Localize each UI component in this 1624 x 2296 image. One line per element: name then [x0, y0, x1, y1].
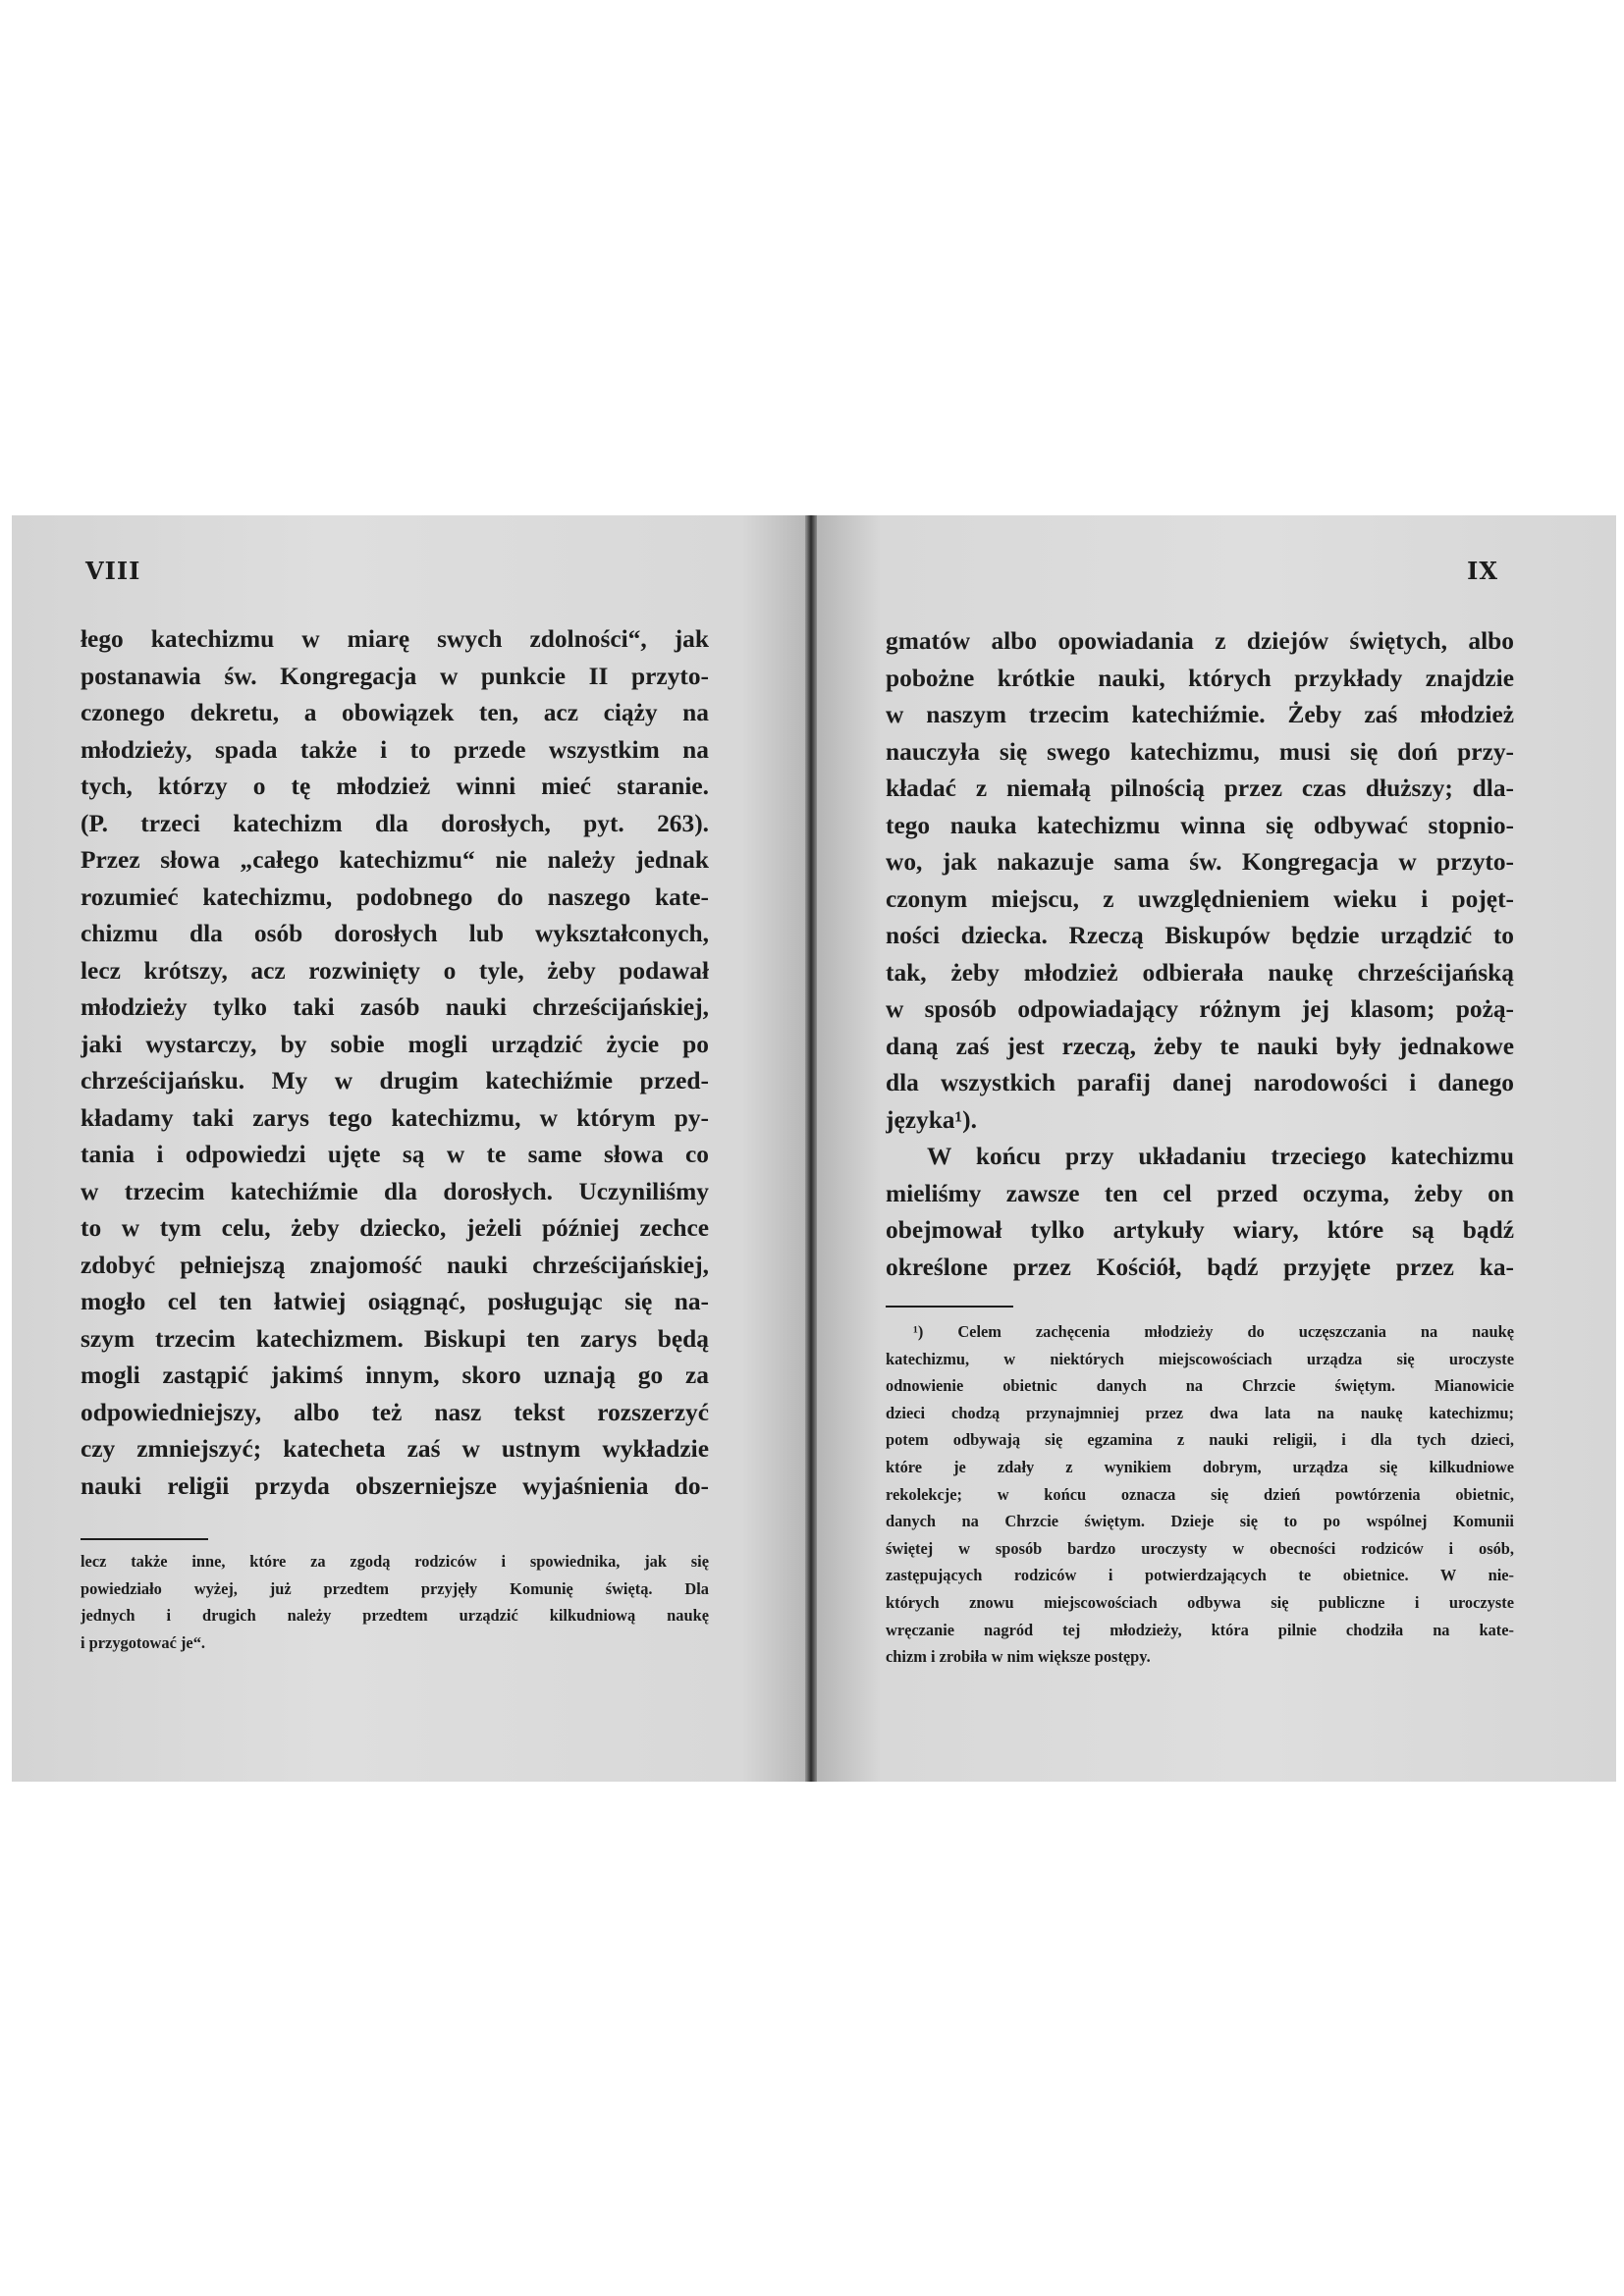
footnote [81, 1548, 709, 1656]
text-line: nauki religii przyda obszerniejsze wyjaśnienia do- [81, 1471, 709, 1500]
text-line: obejmował tylko artykuły wiary, które są bądź [886, 1216, 1514, 1244]
footnote-line: i przygotować je“. [81, 1632, 205, 1652]
footnote-line: wręczanie nagród tej młodzieży, która pilnie chodziła na kate- [886, 1620, 1514, 1639]
text-line: pobożne krótkie nauki, których przykłady znajdzie [886, 664, 1514, 692]
text-line: chrześcijańsku. My w drugim katechiźmie przed- [81, 1067, 709, 1095]
footnote-line: świętej w sposób bardzo uroczysty w obecności rodziców i osób, [886, 1538, 1514, 1558]
text-line: ności dziecka. Rzeczą Biskupów będzie urządzić to [886, 922, 1514, 949]
text-line: czonym miejscu, z uwzględnieniem wieku i pojęt- [886, 884, 1514, 913]
footnote [886, 1318, 1514, 1671]
body-text [886, 623, 1514, 1286]
text-line: młodzieży tylko taki zasób nauki chrześcijańskiej, [81, 993, 709, 1021]
text-line: czy zmniejszyć; katecheta zaś w ustnym wykładzie [81, 1435, 709, 1463]
text-line: Przez słowa „całego katechizmu“ nie należy jednak [81, 846, 709, 874]
text-line: łego katechizmu w miarę swych zdolności“, jak [81, 625, 709, 653]
footnote-line: ¹) Celem zachęcenia młodzieży do uczęszczania na naukę [913, 1322, 1514, 1341]
text-line: dla wszystkich parafij danej narodowości i danego [886, 1069, 1514, 1096]
text-line: postanawia św. Kongregacja w punkcie II przyto- [81, 662, 709, 690]
text-line: kładamy taki zarys tego katechizmu, w którym py- [81, 1103, 709, 1132]
text-line: nauczyła się swego katechizmu, musi się doń przy- [886, 737, 1514, 766]
footnote-line: odnowienie obietnic danych na Chrzcie świętym. Mianowicie [886, 1376, 1514, 1396]
text-line: w naszym trzecim katechiźmie. Żeby zaś młodzież [886, 701, 1514, 728]
footnote-line: których znowu miejscowościach odbywa się publiczne i uroczyste [886, 1592, 1514, 1612]
footnote-line: zastępujących rodziców i potwierdzających te obietnice. W nie- [886, 1566, 1514, 1585]
text-line: zdobyć pełniejszą znajomość nauki chrześcijańskiej, [81, 1251, 709, 1279]
text-line: mieliśmy zawsze ten cel przed oczyma, żeby on [886, 1179, 1514, 1207]
text-line: gmatów albo opowiadania z dziejów świętych, albo [886, 627, 1514, 655]
text-line: chizmu dla osób dorosłych lub wykształconych, [81, 920, 709, 947]
footnote-line: potem odbywają się egzamina z nauki religii, i dla tych dzieci, [886, 1430, 1514, 1450]
right-page [817, 515, 1616, 1782]
body-text [81, 621, 709, 1505]
footnote-line: katechizmu, w niektórych miejscowościach urządza się uroczyste [886, 1349, 1514, 1368]
page-number: VIII [85, 557, 141, 585]
footnote-line: danych na Chrzcie świętym. Dzieje się to po wspólnej Komunii [886, 1512, 1514, 1531]
footnote-line: lecz także inne, które za zgodą rodziców i spowiednika, jak się [81, 1552, 709, 1571]
text-line: w trzecim katechiźmie dla dorosłych. Uczyniliśmy [81, 1177, 709, 1205]
footnote-rule [81, 1538, 208, 1540]
text-line: języka¹). [886, 1105, 977, 1134]
text-line: tania i odpowiedzi ujęte są w te same słowa co [81, 1141, 709, 1168]
text-line: jaki wystarczy, by sobie mogli urządzić życie po [81, 1030, 709, 1058]
text-line: tak, żeby młodzież odbierała naukę chrześcijańską [886, 958, 1514, 987]
footnote-rule [886, 1306, 1013, 1308]
text-line: odpowiedniejszy, albo też nasz tekst rozszerzyć [81, 1398, 709, 1426]
footnote-line: dzieci chodzą przynajmniej przez dwa lata na naukę katechizmu; [886, 1403, 1514, 1422]
text-line: rozumieć katechizmu, podobnego do naszego kate- [81, 882, 709, 911]
text-line: wo, jak nakazuje sama św. Kongregacja w przyto- [886, 848, 1514, 876]
left-page [12, 515, 805, 1782]
text-line: młodzieży, spada także i to przede wszystkim na [81, 735, 709, 764]
text-line: czonego dekretu, a obowiązek ten, acz ciąży na [81, 699, 709, 726]
text-line: mogli zastąpić jakimś innym, skoro uznają go za [81, 1362, 709, 1389]
text-line: szym trzecim katechizmem. Biskupi ten zarys będą [81, 1324, 709, 1353]
text-line: (P. trzeci katechizm dla dorosłych, pyt. 263). [81, 809, 709, 837]
text-line: kładać z niemałą pilnością przez czas dłuższy; dla- [886, 774, 1514, 802]
page-number: IX [1467, 557, 1498, 585]
book-gutter [805, 515, 817, 1782]
text-line: daną zaś jest rzeczą, żeby te nauki były jednakowe [886, 1032, 1514, 1060]
text-line: to w tym celu, żeby dziecko, jeżeli później zechce [81, 1214, 709, 1242]
text-line: lecz krótszy, acz rozwinięty o tyle, żeby podawał [81, 956, 709, 985]
text-line: tych, którzy o tę młodzież winni mieć staranie. [81, 773, 709, 800]
book-scan [12, 515, 1616, 1782]
text-line: określone przez Kościół, bądź przyjęte przez ka- [886, 1253, 1514, 1281]
footnote-line: chizm i zrobiła w nim większe postępy. [886, 1647, 1151, 1667]
footnote-line: jednych i drugich należy przedtem urządzić kilkudniową naukę [81, 1606, 709, 1626]
footnote-line: powiedziało wyżej, już przedtem przyjęły Komunię świętą. Dla [81, 1578, 709, 1598]
footnote-line: rekolekcje; w końcu oznacza się dzień powtórzenia obietnic, [886, 1484, 1514, 1504]
text-line: mogło cel ten łatwiej osiągnąć, posługując się na- [81, 1288, 709, 1315]
footnote-line: które je zdały z wynikiem dobrym, urządza się kilkudniowe [886, 1457, 1514, 1476]
text-line: tego nauka katechizmu winna się odbywać stopnio- [886, 811, 1514, 839]
text-line: w sposób odpowiadający różnym jej klasom; pożą- [886, 995, 1514, 1023]
text-line: W końcu przy układaniu trzeciego katechizmu [927, 1143, 1514, 1170]
